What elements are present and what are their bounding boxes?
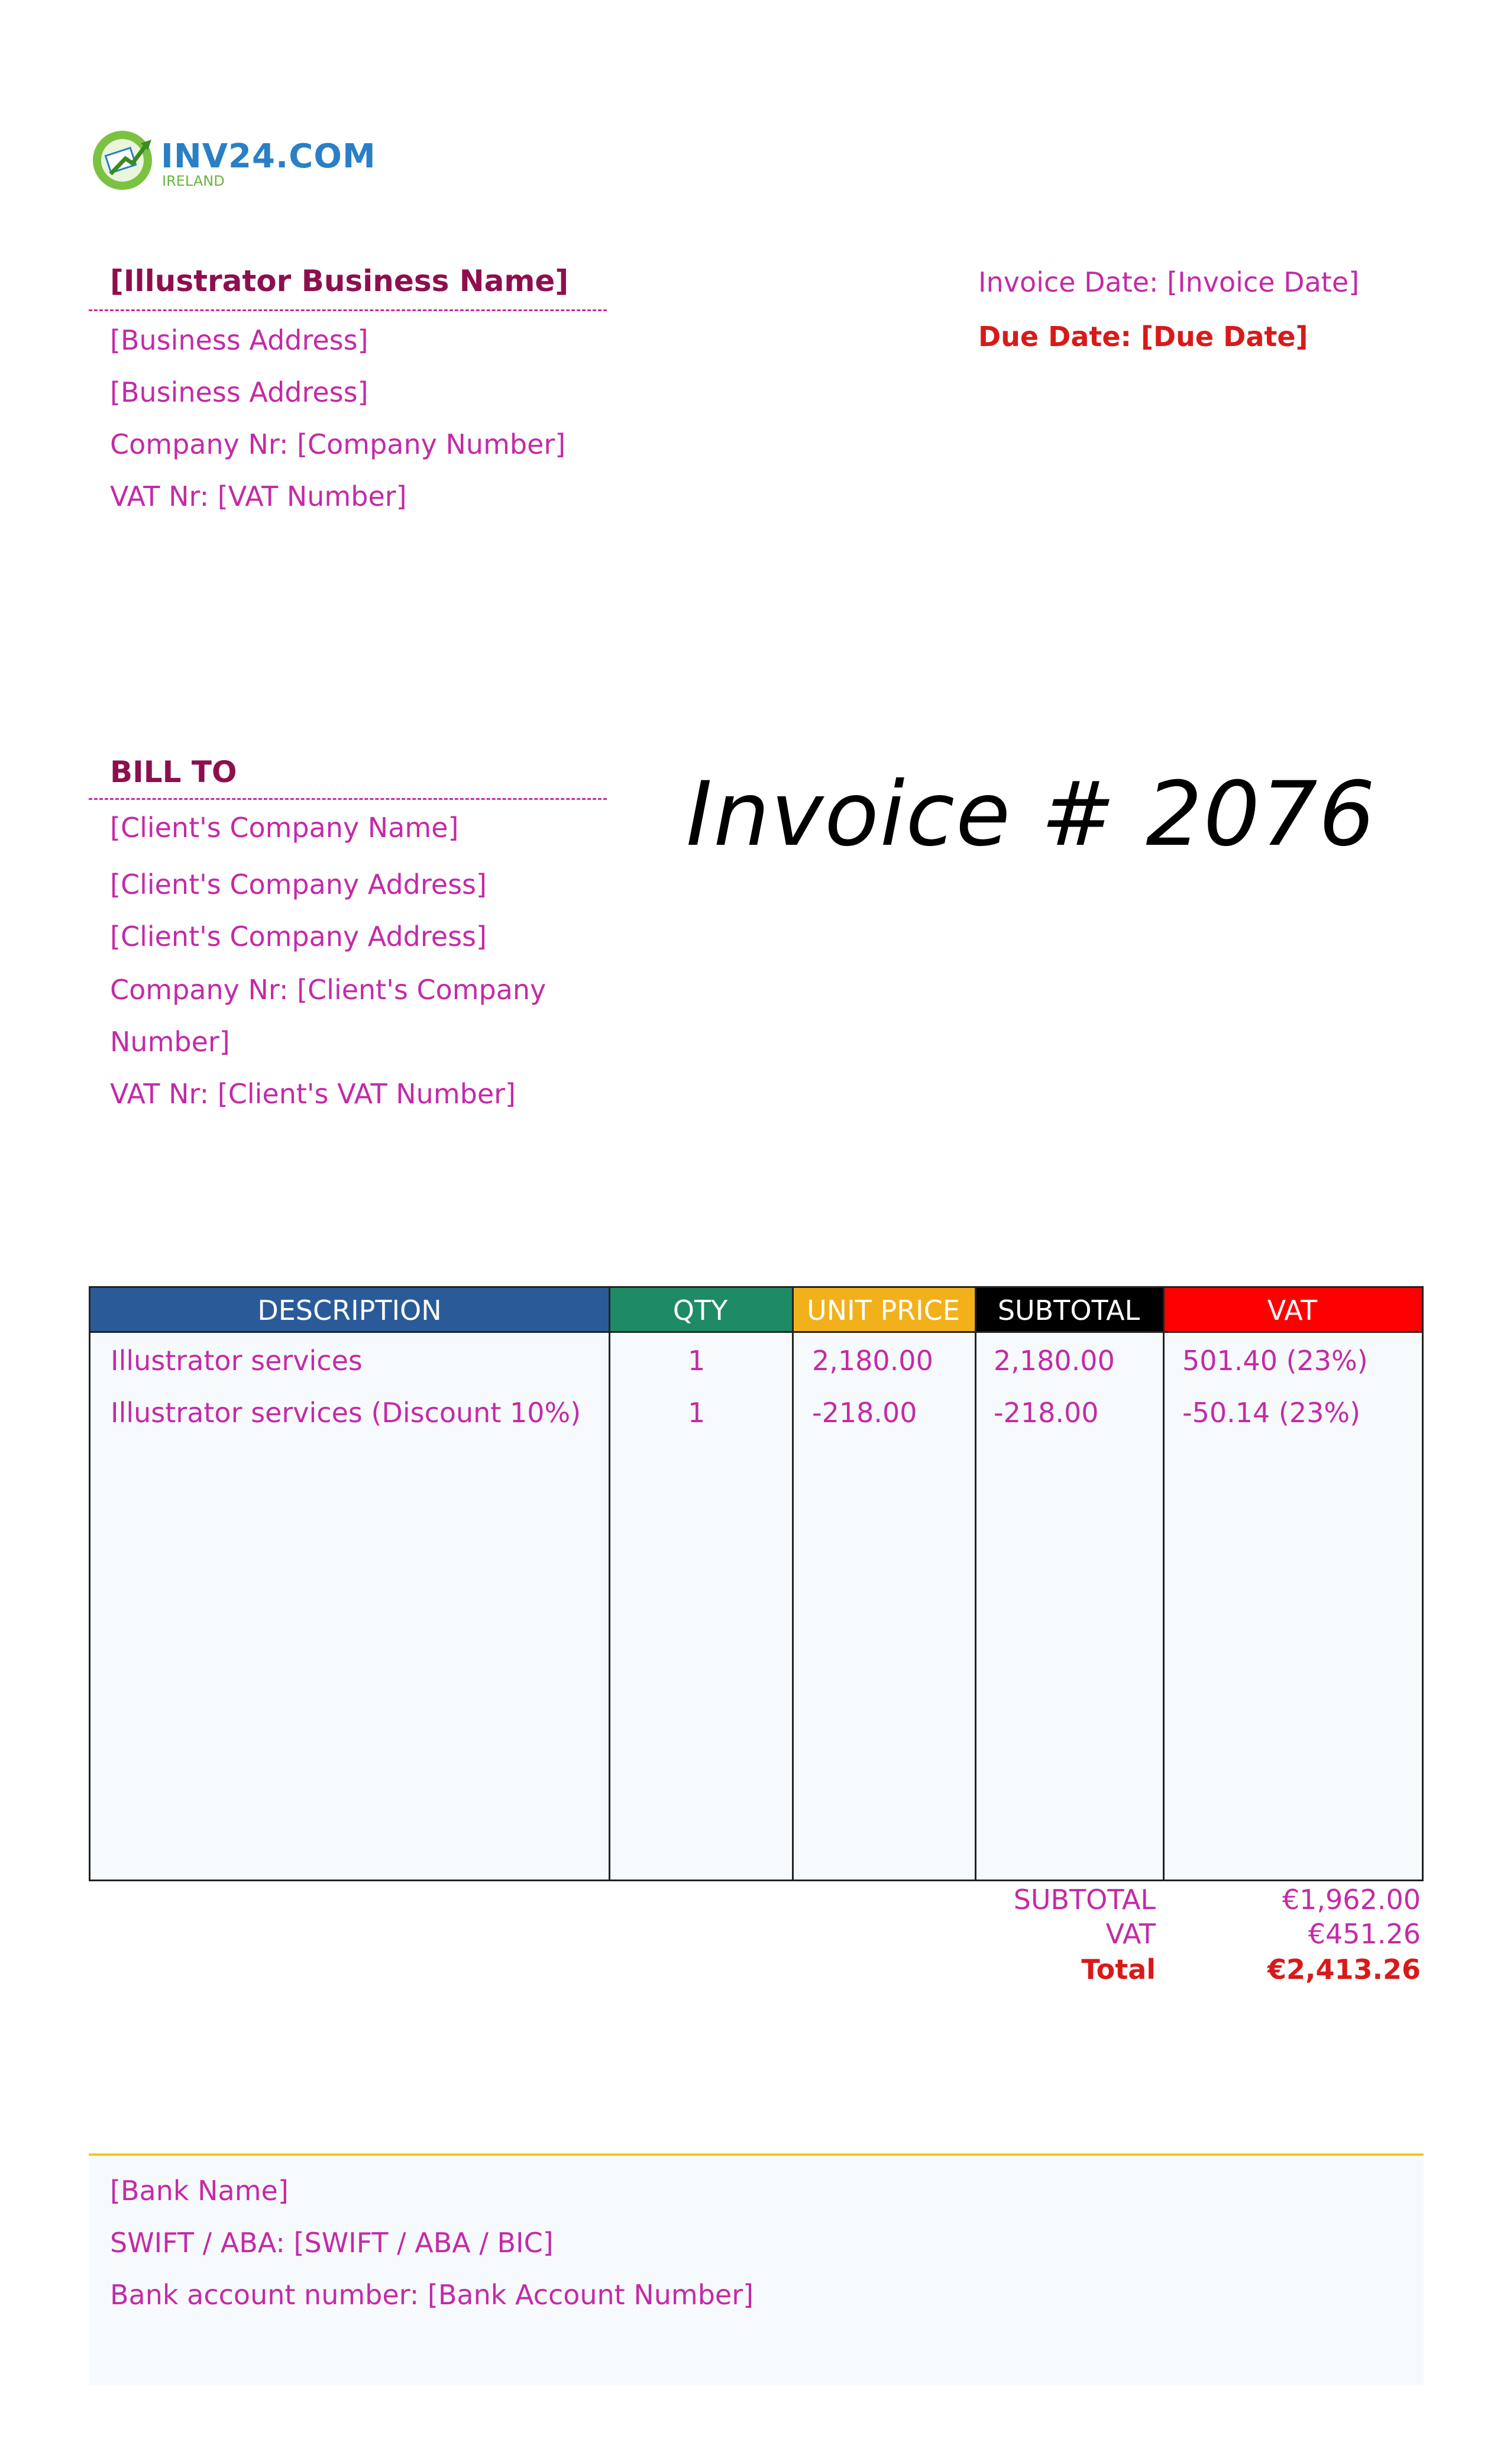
seller-company-nr: Company Nr: [Company Number] (110, 428, 566, 460)
invoice-number-title: Invoice # 2076 (686, 763, 1377, 866)
column-divider (609, 1288, 610, 1880)
row-vat: 501.40 (23%) (1182, 1345, 1368, 1377)
bill-to-divider (89, 798, 607, 800)
totals-subtotal-value: €1,962.00 (1282, 1884, 1421, 1916)
client-address-1: [Client's Company Address] (110, 868, 487, 900)
items-table (89, 1286, 1424, 1881)
client-address-2: [Client's Company Address] (110, 921, 487, 952)
header-vat: VAT (1163, 1288, 1422, 1333)
header-qty: QTY (609, 1288, 792, 1333)
row-unit-price: 2,180.00 (812, 1345, 933, 1377)
client-company-nr-line2: Number] (110, 1026, 230, 1058)
header-subtotal: SUBTOTAL (975, 1288, 1163, 1333)
client-company-nr-line1: Company Nr: [Client's Company (110, 974, 546, 1006)
row-description: Illustrator services (Discount 10%) (111, 1397, 581, 1429)
column-divider (975, 1288, 976, 1880)
bank-details (89, 2153, 1424, 2385)
row-qty: 1 (688, 1345, 706, 1377)
seller-address-1: [Business Address] (110, 324, 368, 356)
due-date: Due Date: [Due Date] (978, 321, 1308, 353)
column-divider (1163, 1288, 1165, 1880)
seller-divider (89, 309, 607, 311)
bank-account: Bank account number: [Bank Account Number] (110, 2279, 754, 2311)
row-unit-price: -218.00 (812, 1397, 917, 1429)
row-description: Illustrator services (111, 1345, 363, 1377)
bank-swift: SWIFT / ABA: [SWIFT / ABA / BIC] (110, 2227, 554, 2259)
row-subtotal: -218.00 (994, 1397, 1099, 1429)
totals-vat-value: €451.26 (1308, 1918, 1421, 1950)
seller-vat-nr: VAT Nr: [VAT Number] (110, 480, 407, 512)
invoice-date: Invoice Date: [Invoice Date] (978, 266, 1360, 298)
client-company-name: [Client's Company Name] (110, 812, 459, 844)
brand-name: INV24.COM (161, 137, 376, 176)
seller-business-name: [Illustrator Business Name] (110, 264, 569, 298)
totals-subtotal-label: SUBTOTAL (1013, 1884, 1156, 1916)
bill-to-heading: BILL TO (110, 755, 237, 789)
row-vat: -50.14 (23%) (1182, 1397, 1361, 1429)
totals-total-value: €2,413.26 (1267, 1953, 1421, 1985)
client-vat-nr: VAT Nr: [Client's VAT Number] (110, 1078, 516, 1110)
totals-vat-label: VAT (1105, 1918, 1156, 1950)
header-unit-price: UNIT PRICE (792, 1288, 975, 1333)
row-qty: 1 (688, 1397, 706, 1429)
brand-region: IRELAND (162, 173, 225, 189)
column-divider (792, 1288, 794, 1880)
seller-address-2: [Business Address] (110, 376, 368, 408)
row-subtotal: 2,180.00 (994, 1345, 1115, 1377)
totals-total-label: Total (1081, 1953, 1156, 1985)
bank-name: [Bank Name] (110, 2175, 289, 2207)
header-description: DESCRIPTION (90, 1288, 609, 1333)
